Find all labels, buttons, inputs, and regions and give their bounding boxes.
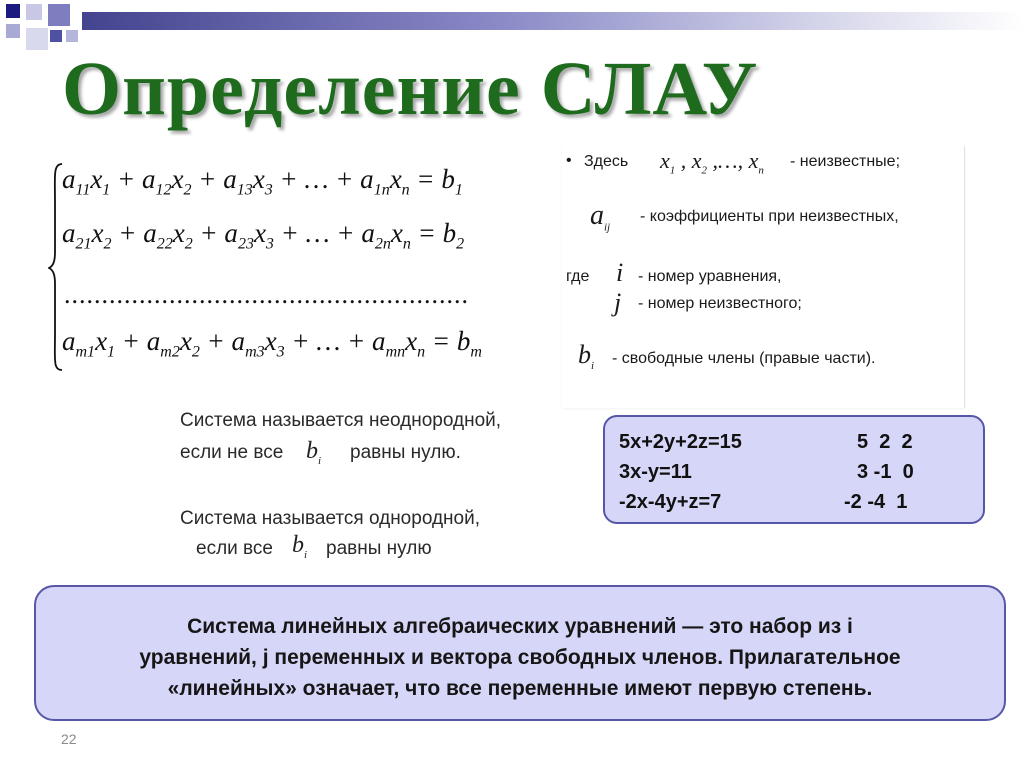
legend-bullet: • xyxy=(566,152,572,169)
example-equation-3: -2x-4y+z=7 xyxy=(619,491,722,513)
inhomogeneous-line-1: Система называется неоднородной, xyxy=(180,410,502,431)
corner-square-2 xyxy=(26,4,42,20)
example-equation-2: 3x-y=11 xyxy=(619,461,692,483)
legend-b: - свободные члены (правые части). xyxy=(612,350,876,367)
inhomogeneous-line-2b: равны нулю. xyxy=(350,442,461,463)
slide-title: Определение СЛАУ xyxy=(62,47,759,131)
legend-here: Здесь xyxy=(584,153,629,170)
notation-legend xyxy=(562,146,965,408)
system-type-definitions xyxy=(174,402,558,580)
legend-j: - номер неизвестного; xyxy=(638,295,802,312)
page-number: 22 xyxy=(61,731,77,747)
equation-row-1: $a_{11}x_1 + a_{12}x_2 + a_{13}x_3$ + … + $a_{1n}x_n = b_1$ xyxy=(62,164,463,199)
top-gradient-bar xyxy=(82,12,1024,30)
corner-square-5 xyxy=(26,28,48,50)
homogeneous-line-2b: равны нулю xyxy=(326,538,432,559)
equation-row-2: $a_{21}x_2 + a_{22}x_2 + a_{23}x_3$ + … + $a_{2n}x_n = b_2$ xyxy=(62,218,465,253)
coeff-symbol: $a_{ij}$ xyxy=(590,200,611,234)
legend-coeffs: - коэффициенты при неизвестных, xyxy=(640,208,899,225)
definition-line-3: «линейных» означает, что все переменные имеют первую степень. xyxy=(167,677,873,700)
example-coeffs-2: 3 -1 0 xyxy=(857,461,914,483)
example-equation-1: 5x+2y+2z=15 xyxy=(619,431,742,453)
example-system-box xyxy=(603,415,985,524)
corner-square-6 xyxy=(50,30,62,42)
definition-box xyxy=(34,585,1006,721)
corner-square-3 xyxy=(48,4,70,26)
definition-line-1: Система линейных алгебраических уравнений — это набор из i xyxy=(187,615,853,638)
i-symbol: i xyxy=(616,258,624,287)
legend-where: где xyxy=(566,268,590,285)
equation-system xyxy=(48,162,518,372)
inhomogeneous-line-2a: если не все xyxy=(180,442,284,463)
b-symbol-inhom: $b_i$ xyxy=(306,438,322,467)
definition-line-2: уравнений, j переменных и вектора свободных членов. Прилагательное xyxy=(139,646,901,669)
b-symbol: $b_i$ xyxy=(578,340,595,373)
legend-i: - номер уравнения, xyxy=(638,268,782,285)
b-symbol-hom: $b_i$ xyxy=(292,532,308,561)
equation-row-m: $a_{m1}x_1 + a_{m2}x_2 + a_{m3}x_3$ + … + $a_{mn}x_n = b_m$ xyxy=(62,326,482,361)
corner-square-1 xyxy=(6,4,20,18)
unknowns-symbol: $x_1$ , $x_2$ ,…, $x_n$ xyxy=(660,148,764,177)
j-symbol: j xyxy=(614,288,622,317)
ellipsis-row: ...................................................... xyxy=(64,280,469,309)
example-coeffs-3: -2 -4 1 xyxy=(844,491,908,513)
corner-square-4 xyxy=(6,24,20,38)
homogeneous-line-1: Система называется однородной, xyxy=(180,508,481,529)
example-coeffs-1: 5 2 2 xyxy=(857,431,913,453)
legend-unknowns: - неизвестные; xyxy=(790,153,901,170)
homogeneous-line-2a: если все xyxy=(196,538,273,559)
corner-square-7 xyxy=(66,30,78,42)
